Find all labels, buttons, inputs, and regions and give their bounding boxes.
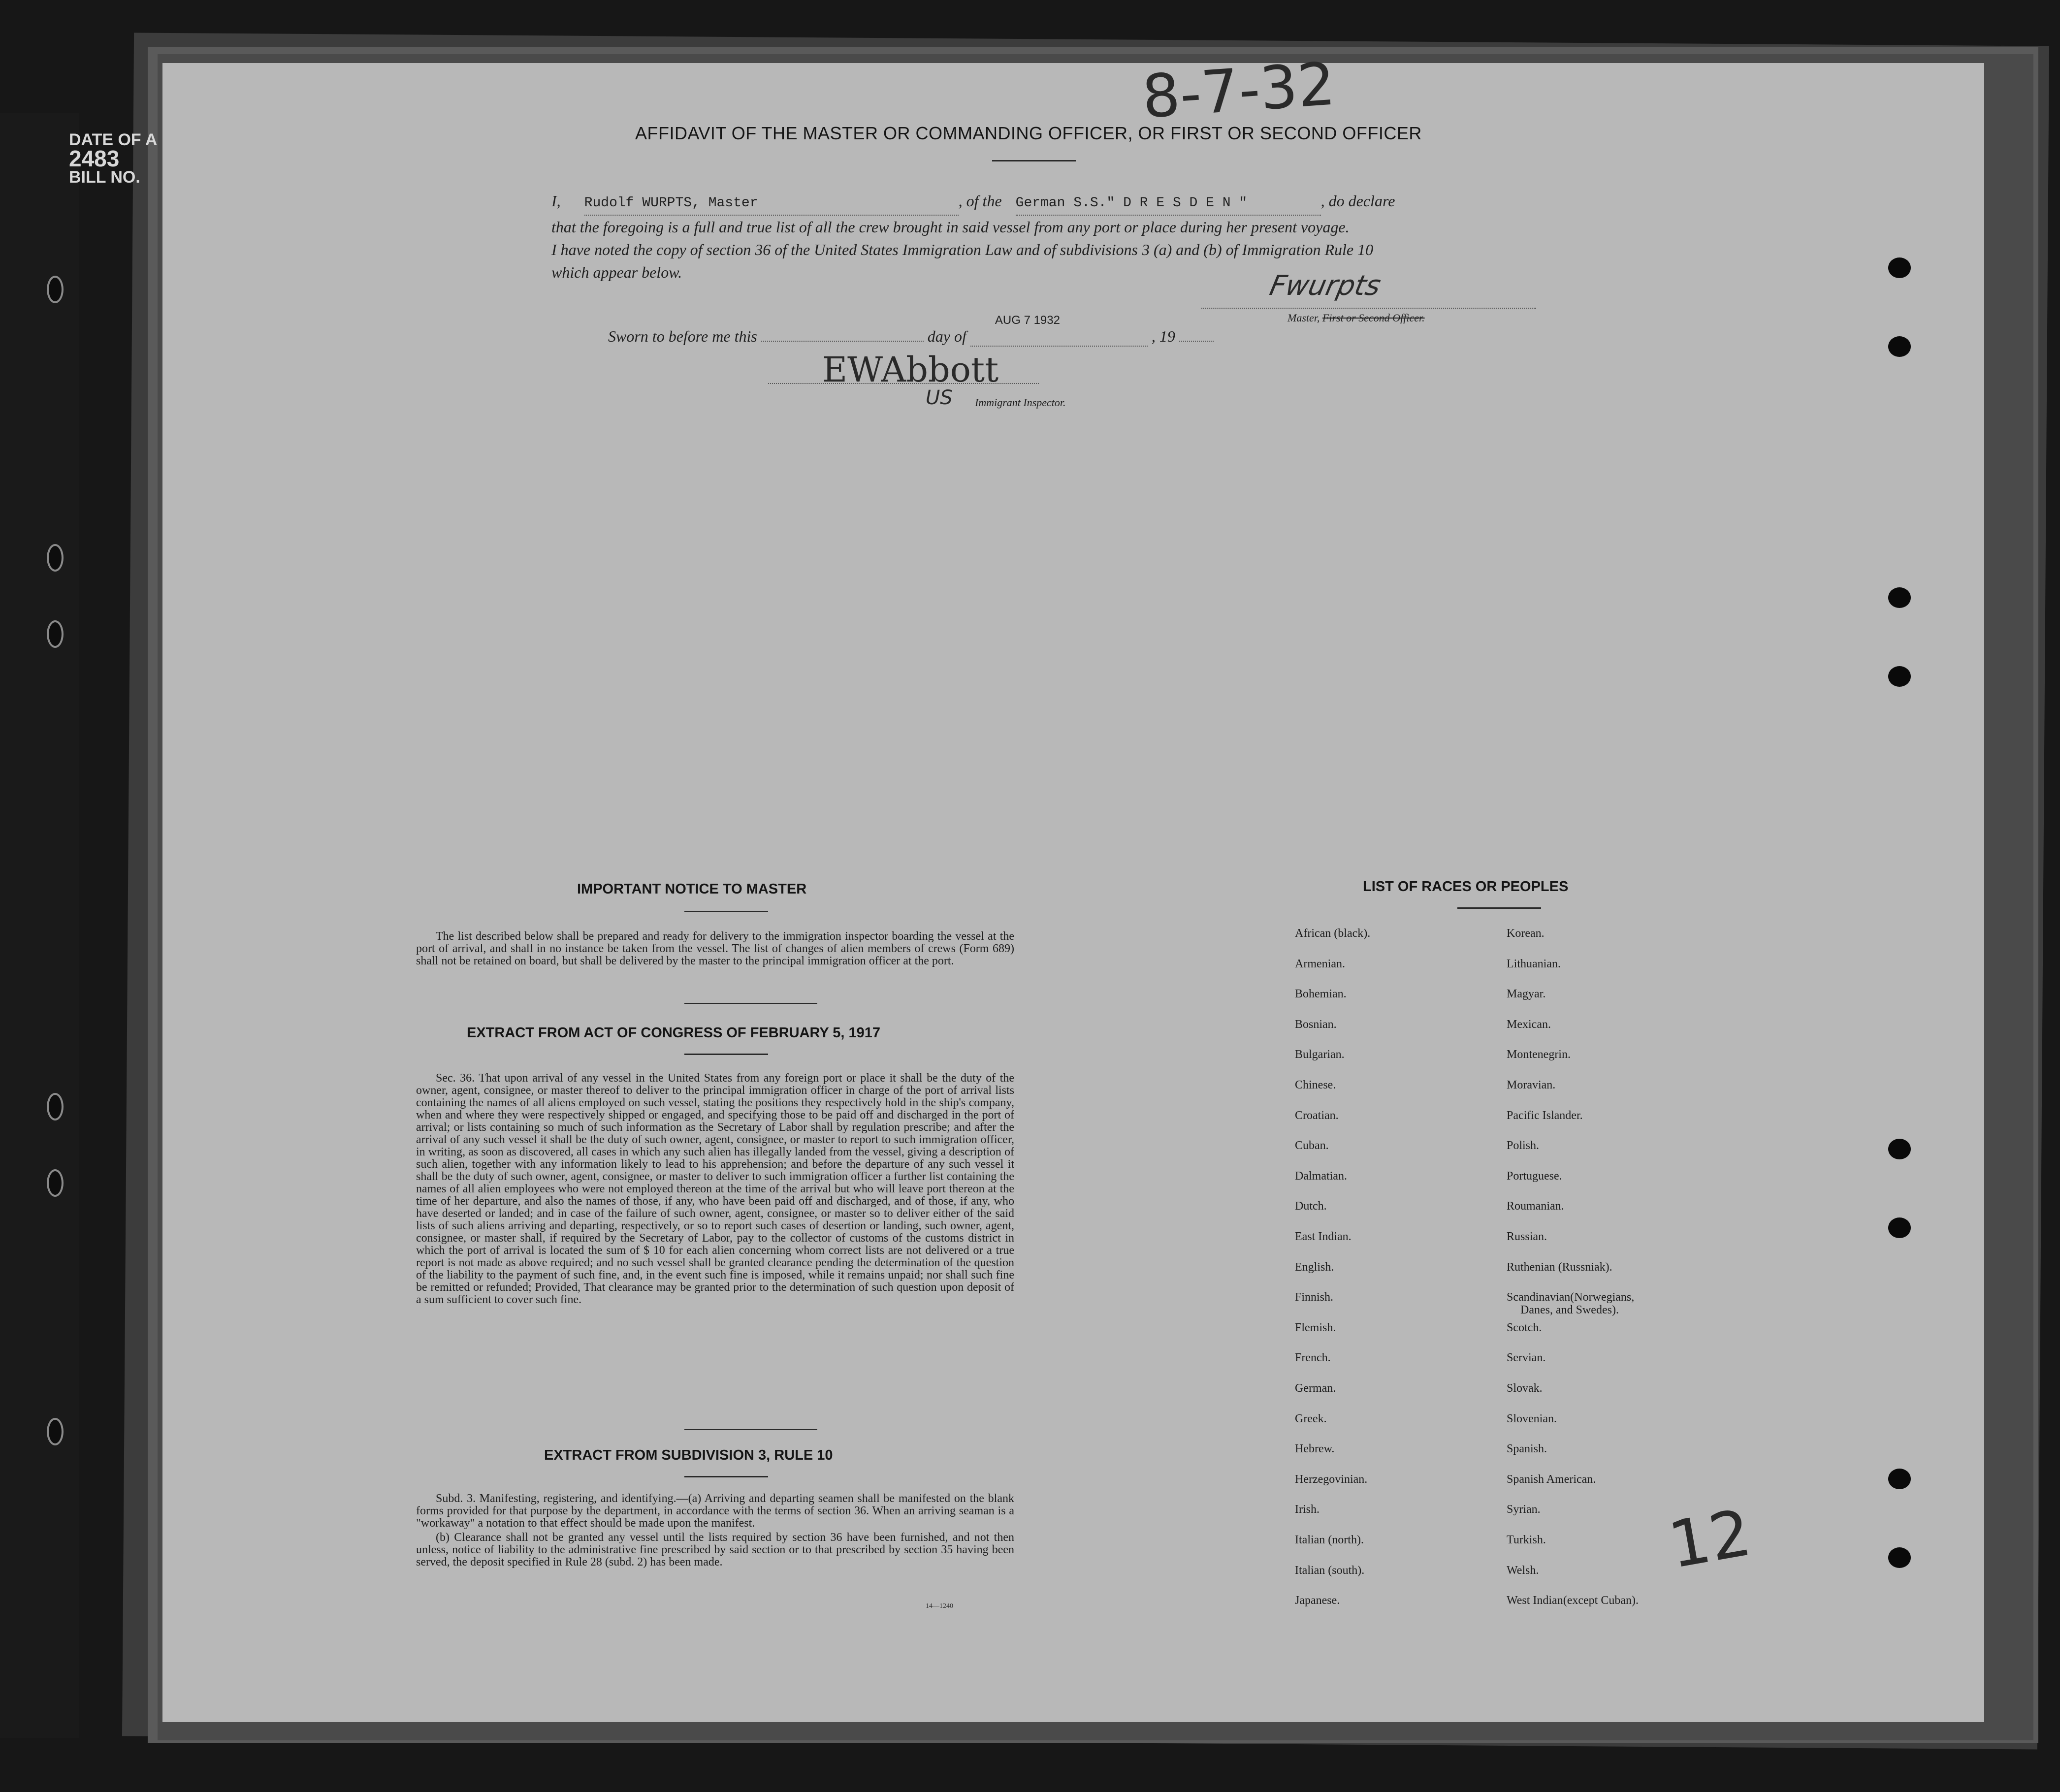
race-item: Chinese. — [1295, 1079, 1336, 1091]
race-item: Bulgarian. — [1295, 1048, 1345, 1061]
do-declare-label: , do declare — [1320, 192, 1395, 210]
race-item: Roumanian. — [1507, 1200, 1564, 1213]
race-item: Dalmatian. — [1295, 1169, 1347, 1183]
title-underline — [992, 160, 1076, 161]
declaration-i: I, — [551, 192, 561, 210]
race-item: Spanish American. — [1507, 1472, 1596, 1486]
inspector-initials: US — [926, 386, 953, 409]
race-item: Armenian. — [1295, 957, 1345, 970]
race-item: Turkish. — [1507, 1534, 1546, 1546]
affidavit-title: AFFIDAVIT OF THE MASTER OR COMMANDING OFFICER, OR FIRST OR SECOND OFFICER — [635, 123, 1422, 143]
race-item: Japanese. — [1295, 1594, 1340, 1607]
rule-underline — [684, 1476, 768, 1477]
inspector-signature: EWAbbott — [822, 350, 999, 390]
race-item: Lithuanian. — [1507, 957, 1561, 970]
binder-hole-icon — [47, 1418, 64, 1445]
race-item: Cuban. — [1295, 1139, 1329, 1152]
race-item: Greek. — [1295, 1412, 1327, 1425]
punch-hole-icon — [1888, 336, 1911, 357]
rule-heading: EXTRACT FROM SUBDIVISION 3, RULE 10 — [544, 1447, 833, 1463]
act-underline — [684, 1054, 768, 1055]
of-the-label: , of the — [958, 192, 1002, 210]
race-item: Magyar. — [1507, 988, 1546, 1001]
race-item: Dutch. — [1295, 1200, 1327, 1213]
race-item: West Indian(except Cuban). — [1507, 1594, 1639, 1607]
race-item: Slovak. — [1507, 1382, 1543, 1395]
struck-officer-label: First or Second Officer. — [1322, 312, 1425, 324]
declaration-line-2: that the foregoing is a full and true list of all the crew brought in said vessel from any port or place during her present voyage. — [551, 218, 1350, 236]
race-item: Croatian. — [1295, 1109, 1339, 1122]
declaration — [551, 190, 1536, 284]
rule-text-a: Subd. 3. Manifesting, registering, and identifying.—(a) Arriving and departing seamen shall be manifested on the blank forms provided for that purpose by the department, in accordance with the terms of section 36. When an arriving seaman is a "workaway" a notation to that effect should be made upon the manifest. — [416, 1492, 1014, 1530]
race-item: African (black). — [1295, 927, 1371, 940]
punch-hole-icon — [1888, 666, 1911, 687]
punch-hole-icon — [1888, 587, 1911, 608]
rule-text-b: (b) Clearance shall not be granted any vessel until the lists required by section 36 have been furnished, and not then unless, notice of liability to the administrative fine prescribed by said section or to that prescribed by section 35 having been served, the deposit specified in Rule 28 (subd. 2) has been made. — [416, 1531, 1014, 1568]
year-prefix: , 19 — [1151, 327, 1175, 345]
notice-heading: IMPORTANT NOTICE TO MASTER — [577, 881, 807, 897]
race-item: Irish. — [1295, 1503, 1320, 1516]
inspector-line — [768, 383, 1039, 384]
race-item: Italian (north). — [1295, 1534, 1364, 1546]
sworn-prefix: Sworn to before me this — [608, 327, 757, 345]
race-item: Finnish. — [1295, 1291, 1334, 1304]
declaration-line-3: I have noted the copy of section 36 of the United States Immigration Law and of subdivisions 3 (a) and (b) of Immigration Rule 10 — [551, 241, 1374, 258]
master-name: Rudolf WURPTS, Master — [584, 195, 758, 211]
act-heading: EXTRACT FROM ACT OF CONGRESS OF FEBRUARY 5, 1917 — [467, 1025, 881, 1041]
form-number: 14—1240 — [926, 1602, 953, 1610]
race-item: Slovenian. — [1507, 1412, 1557, 1425]
declaration-line-4: which appear below. — [551, 263, 682, 281]
race-item: Mexican. — [1507, 1018, 1551, 1031]
manifest-page — [162, 63, 1984, 1722]
sworn-line — [608, 314, 1214, 347]
races-heading: LIST OF RACES OR PEOPLES — [1363, 879, 1569, 895]
signature-line — [1201, 308, 1536, 309]
punch-hole-icon — [1888, 1217, 1911, 1238]
race-item: Russian. — [1507, 1230, 1547, 1243]
race-item: Herzegovinian. — [1295, 1472, 1368, 1486]
race-item: Scotch. — [1507, 1321, 1542, 1334]
race-item: Syrian. — [1507, 1503, 1541, 1516]
punch-hole-icon — [1888, 1469, 1911, 1489]
race-item: Hebrew. — [1295, 1442, 1335, 1456]
race-item: Montenegrin. — [1507, 1048, 1571, 1061]
race-item: East Indian. — [1295, 1230, 1352, 1243]
race-item: German. — [1295, 1382, 1336, 1395]
inspector-label: Immigrant Inspector. — [975, 396, 1066, 409]
day-of-label: day of — [927, 327, 966, 345]
vessel-name: German S.S." D R E S D E N " — [1015, 195, 1248, 211]
race-item: Flemish. — [1295, 1321, 1336, 1334]
notice-underline — [684, 911, 768, 912]
section-divider — [684, 1003, 817, 1004]
act-text: Sec. 36. That upon arrival of any vessel in the United States from any foreign port or place it shall be the duty of the owner, agent, consignee, or master thereof to deliver to the principal immigration officer in charge of the port of arrival lists containing the names of all aliens employed on such vessel, stating the positions they respectively hold in the ship's company, when and where they were respectively shipped or engaged, and specifying those to be paid off and discharged in the port of arrival; or lists containing so much of such information as the Secretary of Labor shall by regulation prescribe; and after the arrival of any such vessel it shall be the duty of such owner, agent, consignee, or master to report to such immigration officer, in writing, as soon as discovered, all cases in which any such alien has illegally landed from the vessel, giving a description of such alien, together with any information likely to lead to his apprehension; and before the departure of any such vessel it shall be the duty of such owner, agent, consignee, or master to deliver to such immigration officer a further list containing the names of all alien employees who were not employed thereon at the time of the arrival but who will leave port thereon at the time of her departure, and also the names of those, if any, who have been paid off and discharged, and of those, if any, who have deserted or landed; and in case of the failure of such owner, agent, consignee, or master so to deliver either of the said lists of such aliens arriving and departing, respectively, or so to report such cases of desertion or landing, such owner, agent, consignee, or master shall, if required by the Secretary of Labor, pay to the collector of customs of the customs district in which the port of arrival is located the sum of $ 10 for each alien concerning whom correct lists are not delivered or a true report is not made as above required; and no such vessel shall be granted clearance pending the determination of the question of the liability to the payment of such fine, and, in the event such fine is imposed, while it remains unpaid; nor shall such fine be remitted or refunded; Provided, That clearance may be granted prior to the determination of such question upon deposit of a sum sufficient to cover such fine. — [416, 1072, 1014, 1306]
race-item: Italian (south). — [1295, 1564, 1365, 1577]
race-item: Polish. — [1507, 1139, 1540, 1152]
binder-hole-icon — [47, 544, 64, 572]
section-divider — [684, 1429, 817, 1430]
rule-text — [416, 1493, 1014, 1570]
sworn-date: AUG 7 1932 — [995, 314, 1060, 327]
notice-text: The list described below shall be prepared and ready for delivery to the immigration inspector boarding the vessel at the port of arrival, and shall in no instance be taken from the vessel. The list of changes of alien members of crews (Form 689) shall not be retained on board, but shall be delivered by the master to the principal immigration officer at the port. — [416, 930, 1014, 967]
signature-caption — [1288, 312, 1425, 324]
handwritten-page-number: 12 — [1663, 1495, 1757, 1583]
races-underline — [1457, 907, 1541, 909]
race-item: Spanish. — [1507, 1442, 1547, 1456]
binder-hole-icon — [47, 1093, 64, 1120]
binder-hole-icon — [47, 276, 64, 303]
punch-hole-icon — [1888, 1547, 1911, 1568]
race-item: Servian. — [1507, 1351, 1546, 1365]
binder-hole-icon — [47, 620, 64, 648]
race-item: Moravian. — [1507, 1079, 1556, 1091]
binder-edge — [0, 113, 79, 1738]
punch-hole-icon — [1888, 1139, 1911, 1159]
race-item: Pacific Islander. — [1507, 1109, 1583, 1122]
race-item: Portuguese. — [1507, 1169, 1562, 1183]
date-stamp: DATE OF A 2483 BILL NO. — [69, 130, 158, 187]
handwritten-date: 8-7-32 — [1140, 50, 1338, 132]
race-item: Scandinavian(Norwegians, Danes, and Swedes). — [1507, 1291, 1635, 1317]
race-item: French. — [1295, 1351, 1331, 1365]
race-item: Welsh. — [1507, 1564, 1539, 1577]
binder-hole-icon — [47, 1169, 64, 1197]
race-item: English. — [1295, 1260, 1334, 1274]
master-label: Master, — [1288, 312, 1320, 324]
race-item: Bohemian. — [1295, 988, 1347, 1001]
master-signature: Fwurpts — [1267, 270, 1384, 302]
race-item: Ruthenian (Russniak). — [1507, 1260, 1612, 1274]
race-item: Korean. — [1507, 927, 1545, 940]
punch-hole-icon — [1888, 257, 1911, 278]
race-item: Bosnian. — [1295, 1018, 1337, 1031]
